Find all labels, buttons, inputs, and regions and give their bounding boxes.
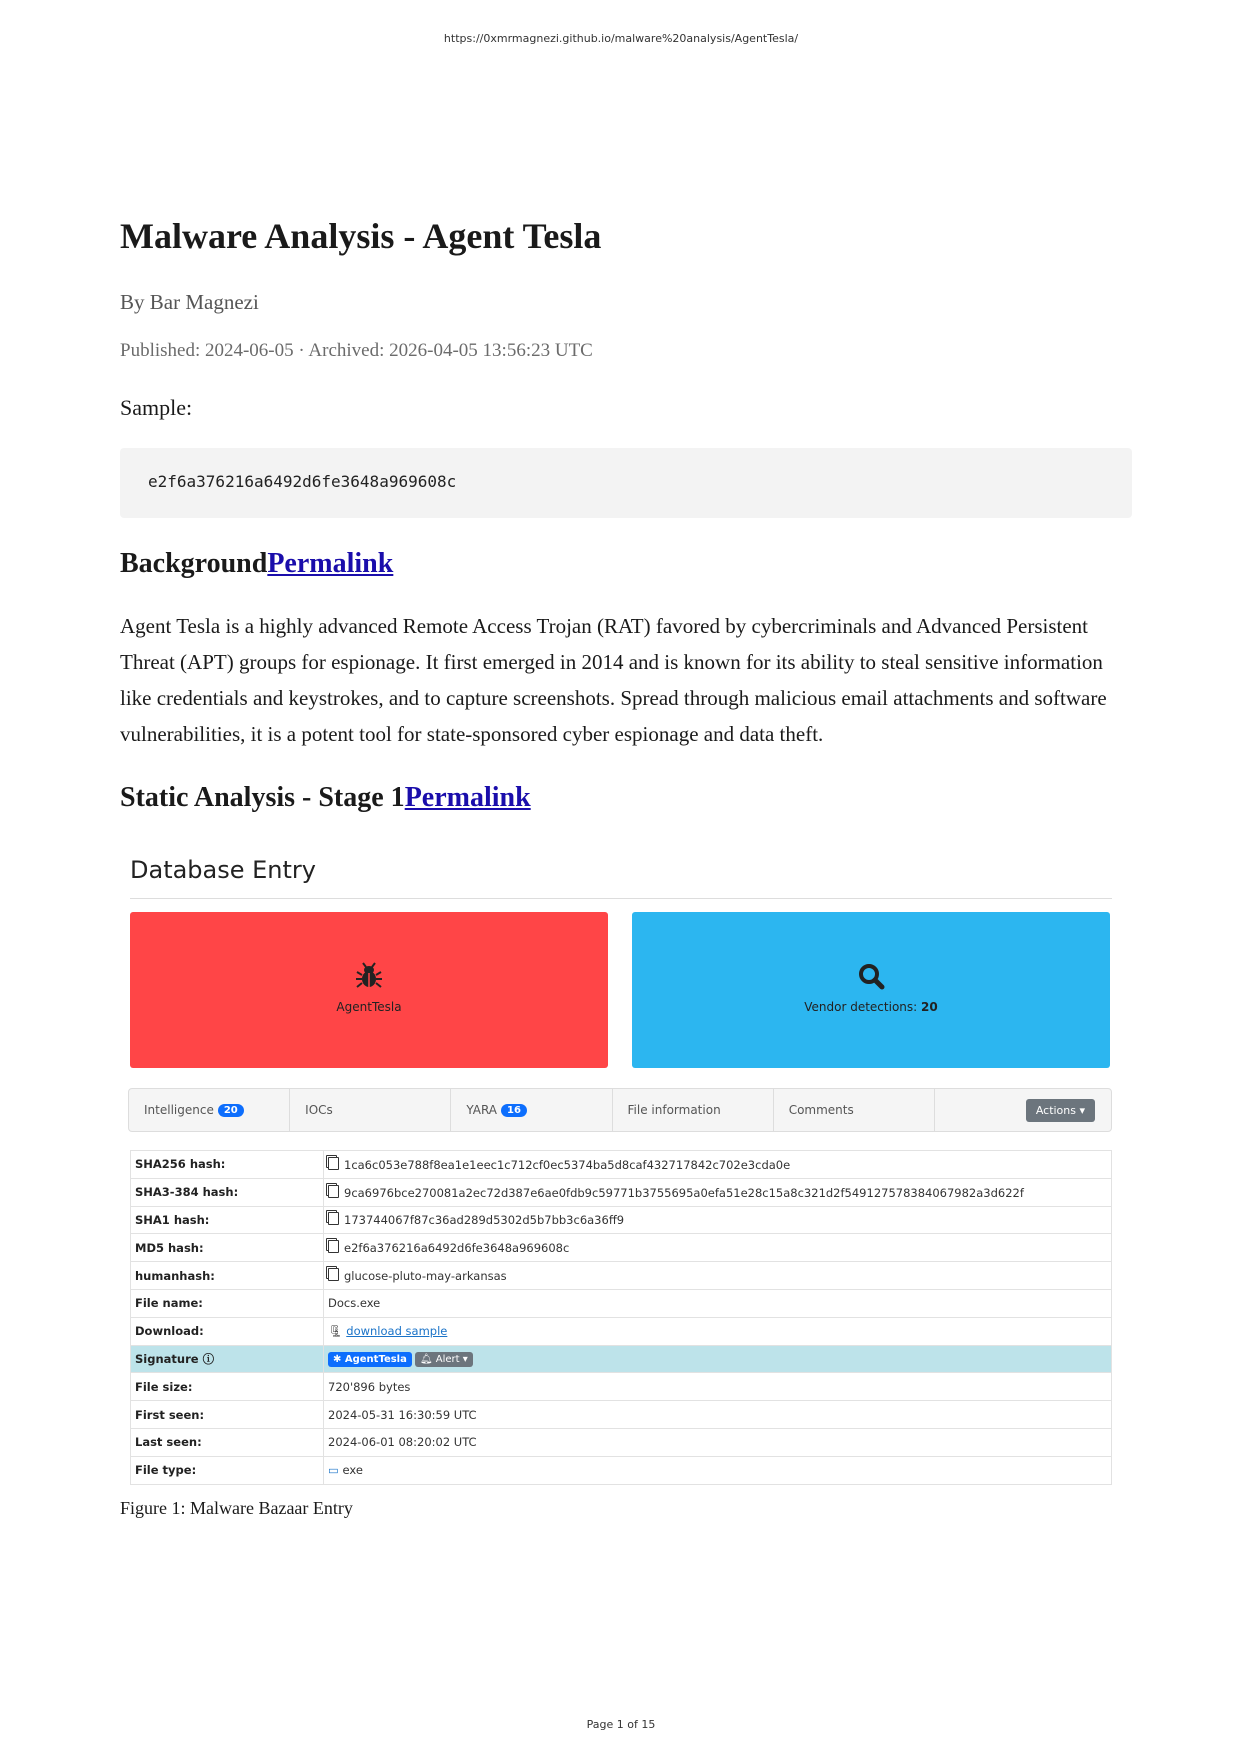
signature-tag[interactable] (328, 1352, 412, 1367)
figure-caption: Figure 1: Malware Bazaar Entry (120, 1498, 353, 1518)
table-row (131, 1373, 1112, 1401)
signature-key: Signature (135, 1351, 199, 1366)
download-sample-link[interactable]: download sample (346, 1324, 448, 1339)
copy-icon[interactable] (328, 1240, 339, 1253)
article-byline: By Bar Magnezi (120, 290, 259, 314)
tab-intelligence-label: Intelligence (144, 1103, 214, 1117)
section-background-title: Background (120, 548, 268, 579)
first-seen-value: 2024-05-31 16:30:59 UTC (324, 1401, 1112, 1429)
table-row (131, 1401, 1112, 1429)
table-row (131, 1456, 1112, 1484)
actions-label: Actions (1035, 1103, 1076, 1117)
tab-comments[interactable] (774, 1089, 935, 1131)
intelligence-badge: 20 (218, 1104, 244, 1117)
alert-dropdown[interactable] (415, 1352, 473, 1367)
sha1-value: 173744067f87c36ad289d5302d5b7bb3c6a36ff9 (344, 1213, 625, 1228)
vendor-detections-card[interactable] (632, 912, 1110, 1068)
file-name-value: Docs.exe (324, 1289, 1112, 1317)
vendor-detections-count: 20 (921, 1000, 938, 1014)
row-value[interactable] (324, 1178, 1112, 1206)
tab-file-information[interactable] (613, 1089, 774, 1131)
caret-down-icon: ▾ (462, 1353, 468, 1365)
table-row (131, 1345, 1112, 1373)
table-row (131, 1234, 1112, 1262)
signature-card-label: AgentTesla (336, 1000, 402, 1014)
row-key: Download: (131, 1317, 324, 1345)
static-permalink[interactable]: Permalink (404, 782, 531, 813)
malware-bazaar-screenshot (128, 848, 1124, 1496)
row-key: SHA3-384 hash: (131, 1178, 324, 1206)
row-key: MD5 hash: (131, 1234, 324, 1262)
table-row (131, 1289, 1112, 1317)
row-value[interactable] (324, 1206, 1112, 1234)
row-key: SHA1 hash: (131, 1206, 324, 1234)
article-meta: Published: 2024-06-05 · Archived: 2026-04-05 13:56:23 UTC (120, 340, 593, 361)
row-key (131, 1345, 324, 1373)
md5-value: e2f6a376216a6492d6fe3648a969608c (344, 1241, 570, 1256)
copy-icon[interactable] (328, 1157, 339, 1170)
copy-icon[interactable] (328, 1268, 339, 1281)
entry-tabs (128, 1088, 1112, 1132)
table-row (131, 1317, 1112, 1345)
row-value (324, 1456, 1112, 1484)
vendor-detections-text (632, 1000, 1110, 1014)
row-key: SHA256 hash: (131, 1151, 324, 1179)
file-type-icon: ▭ (328, 1463, 339, 1478)
tab-file-information-label: File information (627, 1103, 721, 1117)
page-url-header: https://0xmrmagnezi.github.io/malware%20analysis/AgentTesla/ (443, 32, 799, 45)
row-key: File name: (131, 1289, 324, 1317)
file-info-table (130, 1150, 1112, 1485)
sample-hash: e2f6a376216a6492d6fe3648a969608c (148, 472, 457, 491)
file-size-value: 720'896 bytes (324, 1373, 1112, 1401)
tab-iocs-label: IOCs (305, 1103, 333, 1117)
article-title: Malware Analysis - Agent Tesla (120, 216, 602, 256)
signature-tag-label: AgentTesla (344, 1353, 407, 1365)
page-number: Page 1 of 15 (586, 1718, 656, 1731)
section-background-heading (120, 546, 393, 582)
row-key: File type: (131, 1456, 324, 1484)
caret-down-icon: ▾ (1079, 1103, 1086, 1117)
last-seen-value: 2024-06-01 08:20:02 UTC (324, 1428, 1112, 1456)
vendor-detections-label: Vendor detections: (804, 1000, 918, 1014)
bell-icon: 🔔︎ (419, 1353, 433, 1365)
table-row (131, 1178, 1112, 1206)
section-static-title: Static Analysis - Stage 1 (120, 782, 405, 813)
tab-yara[interactable] (451, 1089, 612, 1131)
tab-intelligence[interactable] (129, 1089, 290, 1131)
copy-icon[interactable] (328, 1212, 339, 1225)
table-row (131, 1206, 1112, 1234)
tab-yara-label: YARA (466, 1103, 498, 1117)
background-paragraph: Agent Tesla is a highly advanced Remote Access Trojan (RAT) favored by cybercriminals and Advanced Persistent Threat (APT) groups for espionage. It first emerged in 2014 and is known for its ability to steal sensitive information like credentials and keystrokes, and to capture screenshots. Spread through malicious email attachments and software vulnerabilities, it is a potent tool for state-sponsored cyber espionage and data theft. (120, 614, 1107, 746)
row-value (324, 1345, 1112, 1373)
divider (130, 898, 1112, 899)
yara-badge: 16 (501, 1104, 527, 1117)
file-type-value: exe (342, 1463, 363, 1478)
row-key: First seen: (131, 1401, 324, 1429)
download-icon: 🗜 (328, 1324, 343, 1339)
sample-label: Sample: (120, 395, 193, 420)
sample-code-block (120, 448, 1132, 518)
database-entry-title: Database Entry (130, 856, 316, 884)
signature-card[interactable] (130, 912, 608, 1068)
row-value[interactable] (324, 1234, 1112, 1262)
table-row (131, 1262, 1112, 1290)
tab-iocs[interactable] (290, 1089, 451, 1131)
sha256-value: 1ca6c053e788f8ea1e1eec1c712cf0ec5374ba5d8caf432717842c702e3cda0e (344, 1157, 791, 1172)
bug-icon: ✱ (333, 1353, 342, 1365)
row-key: humanhash: (131, 1262, 324, 1290)
row-key: File size: (131, 1373, 324, 1401)
row-value[interactable] (324, 1262, 1112, 1290)
alert-label: Alert (435, 1353, 460, 1365)
row-value (324, 1317, 1112, 1345)
sha3-value: 9ca6976bce270081a2ec72d387e6ae0fdb9c59771b3755695a0efa51e28c15a8c321d2f549127578384067982a3d622f (344, 1185, 1024, 1200)
search-icon (632, 962, 1110, 994)
table-row (131, 1428, 1112, 1456)
bug-icon (130, 962, 608, 994)
section-static-heading (120, 780, 531, 816)
humanhash-value: glucose-pluto-may-arkansas (344, 1269, 507, 1284)
row-key: Last seen: (131, 1428, 324, 1456)
tab-comments-label: Comments (788, 1103, 854, 1117)
table-row (131, 1151, 1112, 1179)
background-permalink[interactable]: Permalink (267, 548, 394, 579)
help-icon[interactable]: ⓘ (202, 1351, 215, 1366)
row-value[interactable] (324, 1151, 1112, 1179)
actions-cell (935, 1089, 1111, 1131)
actions-button[interactable] (1026, 1099, 1095, 1122)
copy-icon[interactable] (328, 1185, 339, 1198)
